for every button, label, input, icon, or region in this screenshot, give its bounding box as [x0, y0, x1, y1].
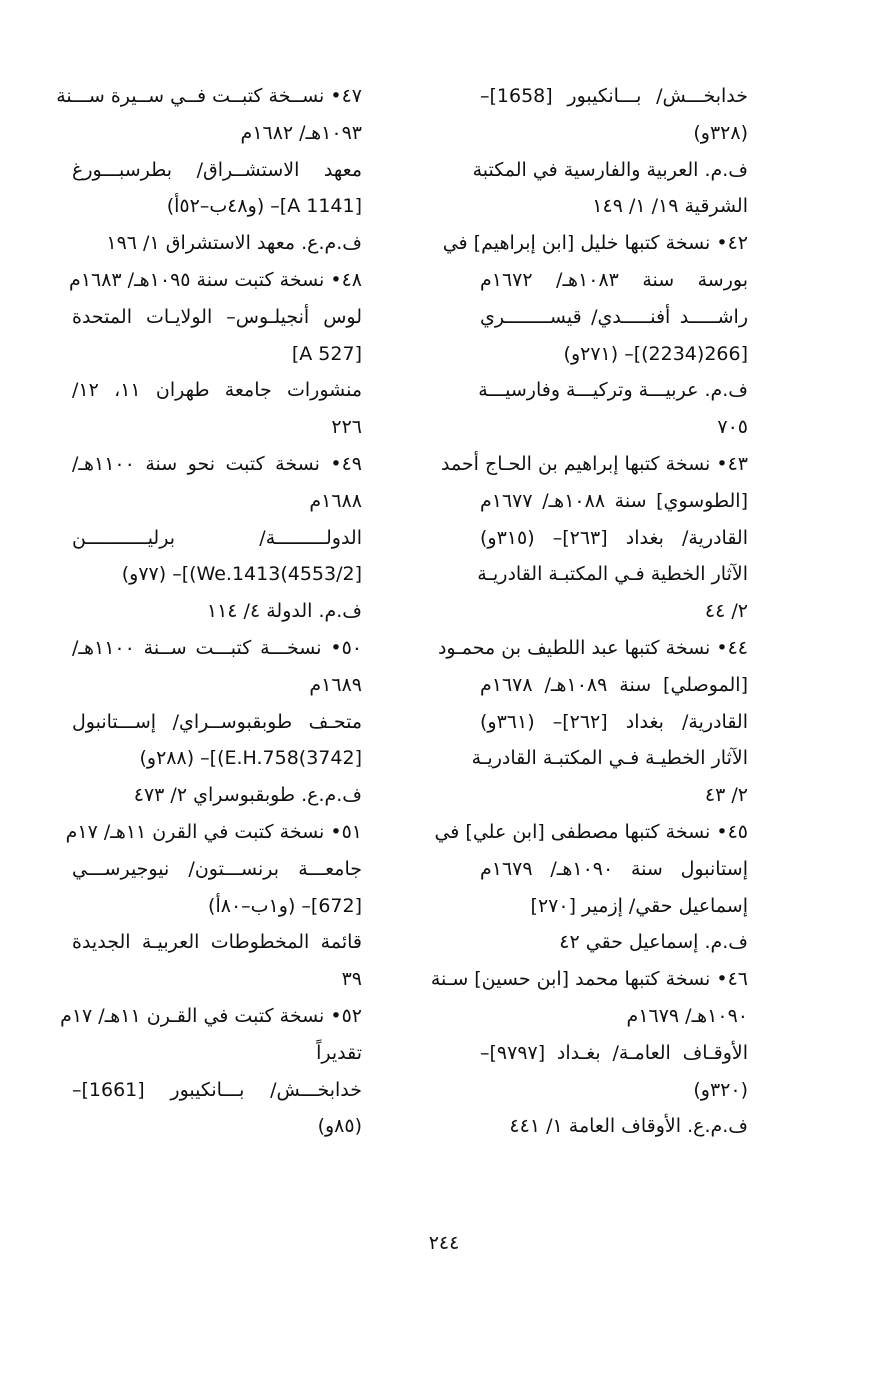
text-line: متحـف طوبقبوســراي/ إســـتانبول [72, 710, 362, 733]
text-line: ١٠٩٠هـ/ ١٦٧٩م [626, 1004, 748, 1027]
text-line: [الموصلي] سنة ١٠٨٩هـ/ ١٦٧٨م [480, 673, 748, 696]
text-line: منشورات جامعة طهران ١١، ١٢/ [72, 379, 363, 402]
text-line: (٣٢٠و) [693, 1078, 748, 1101]
text-line: إسماعيل حقي/ إزمير [٢٧٠] [530, 894, 748, 917]
text-line: [3742)E.H.758)]– (٢٨٨و) [139, 747, 362, 770]
text-line: (٨٥و) [317, 1115, 362, 1138]
text-line: ف.م. عربيـــة وتركيـــة وفارسيـــة [478, 379, 748, 402]
text-line: [672]– (و١ب–٨٠أ) [208, 894, 362, 917]
text-line: ٤٨• نسخة كتبت سنة ١٠٩٥هـ/ ١٦٨٣م [69, 268, 362, 291]
text-line: تقديراً [316, 1041, 362, 1064]
text-line: ٢/ ٤٤ [704, 600, 748, 623]
text-line: جامعـــة برنســـتون/ نيوجيرســـي [72, 857, 362, 880]
text-line: خدابخـــش/ بـــانكيبور [1661]– [72, 1078, 362, 1101]
text-line: الدولـــــــــة/ برليـــــــــــن [72, 526, 362, 549]
text-line: ٢٢٦ [331, 416, 362, 439]
text-line: ف.م. الدولة ٤/ ١١٤ [206, 600, 362, 623]
text-line: ١٠٩٣هـ/ ١٦٨٢م [240, 121, 362, 144]
text-line: ف.م.ع. معهد الاستشراق ١/ ١٩٦ [106, 232, 362, 255]
text-line: الآثار الخطية فـي المكتبـة القادريـة [477, 563, 748, 586]
text-line: ١٦٨٩م [309, 673, 362, 696]
text-line: ٤٤• نسخة كتبها عبد اللطيف بن محمـود [437, 636, 748, 659]
text-line: ٥٢• نسخة كتبت في القـرن ١١هـ/ ١٧م [60, 1004, 362, 1027]
page-number: ٢٤٤ [428, 1232, 460, 1254]
text-line: [A 1141]– (و٤٨ب–٥٢أ) [166, 195, 362, 218]
text-line: الشرقية ١٩/ ١/ ١٤٩ [592, 195, 748, 218]
text-line: ٤٩• نسخة كتبت نحو سنة ١١٠٠هـ/ [72, 452, 362, 475]
text-line: [266(2234)]– (٢٧١و) [563, 342, 748, 365]
text-line: ف.م.ع. طوبقبوسراي ٢/ ٤٧٣ [133, 784, 362, 807]
text-line: ف.م. إسماعيل حقي ٤٢ [559, 931, 748, 954]
right-column [430, 78, 749, 1145]
text-line: ٤٦• نسخة كتبها محمد [ابن حسين] سـنة [430, 968, 748, 991]
text-line: ٤٧• نســخة كتبــت فــي ســيرة ســـنة [56, 85, 362, 107]
text-line: الآثار الخطيـة فـي المكتبـة القادريـة [471, 747, 748, 770]
text-line: قائمة المخطوطات العربيـة الجديدة [72, 931, 362, 954]
left-column [56, 78, 363, 1145]
text-line: ٤٢• نسخة كتبها خليل [ابن إبراهيم] في [442, 232, 748, 255]
text-line: ف.م.ع. الأوقاف العامة ١/ ٤٤١ [509, 1115, 748, 1138]
text-line: ٣٩ [341, 968, 362, 991]
text-line: ٢/ ٤٣ [704, 784, 748, 807]
text-line: ٤٥• نسخة كتبها مصطفى [ابن علي] في [434, 820, 748, 843]
text-line: [الطوسوي] سنة ١٠٨٨هـ/ ١٦٧٧م [480, 489, 748, 512]
text-line: راشـــــد أفنـــــدي/ قيســــــــري [480, 305, 748, 328]
text-line: ٧٠٥ [717, 416, 748, 439]
text-line: معهد الاستشــراق/ بطرسبـــورغ [72, 158, 362, 181]
text-line: لوس أنجيلـوس– الولايـات المتحدة [72, 305, 362, 328]
text-line: بورسة سنة ١٠٨٣هـ/ ١٦٧٢م [480, 268, 749, 291]
text-line: [4553/2)We.1413)]– (٧٧و) [121, 563, 362, 586]
text-line: القادرية/ بغداد [٢٦٢]– (٣٦١و) [480, 710, 748, 733]
text-line: ٥٠• نسخـــة كتبـــت ســنة ١١٠٠هـ/ [72, 636, 362, 659]
text-line: القادرية/ بغداد [٢٦٣]– (٣١٥و) [480, 526, 748, 549]
text-line: الأوقـاف العامـة/ بغـداد [٩٧٩٧]– [480, 1041, 748, 1064]
text-line: ٤٣• نسخة كتبها إبراهيم بن الحـاج أحمد [440, 452, 748, 475]
text-line: [A 527] [291, 342, 362, 365]
text-line: ١٦٨٨م [309, 489, 362, 512]
text-line: ف.م. العربية والفارسية في المكتبة [472, 158, 748, 181]
text-line: إستانبول سنة ١٠٩٠هـ/ ١٦٧٩م [480, 857, 748, 880]
text-line: خدابخـــش/ بـــانكيبور [1658]– [480, 85, 748, 107]
text-line: ٥١• نسخة كتبت في القرن ١١هـ/ ١٧م [65, 820, 362, 843]
text-line: (٣٢٨و) [693, 121, 748, 144]
